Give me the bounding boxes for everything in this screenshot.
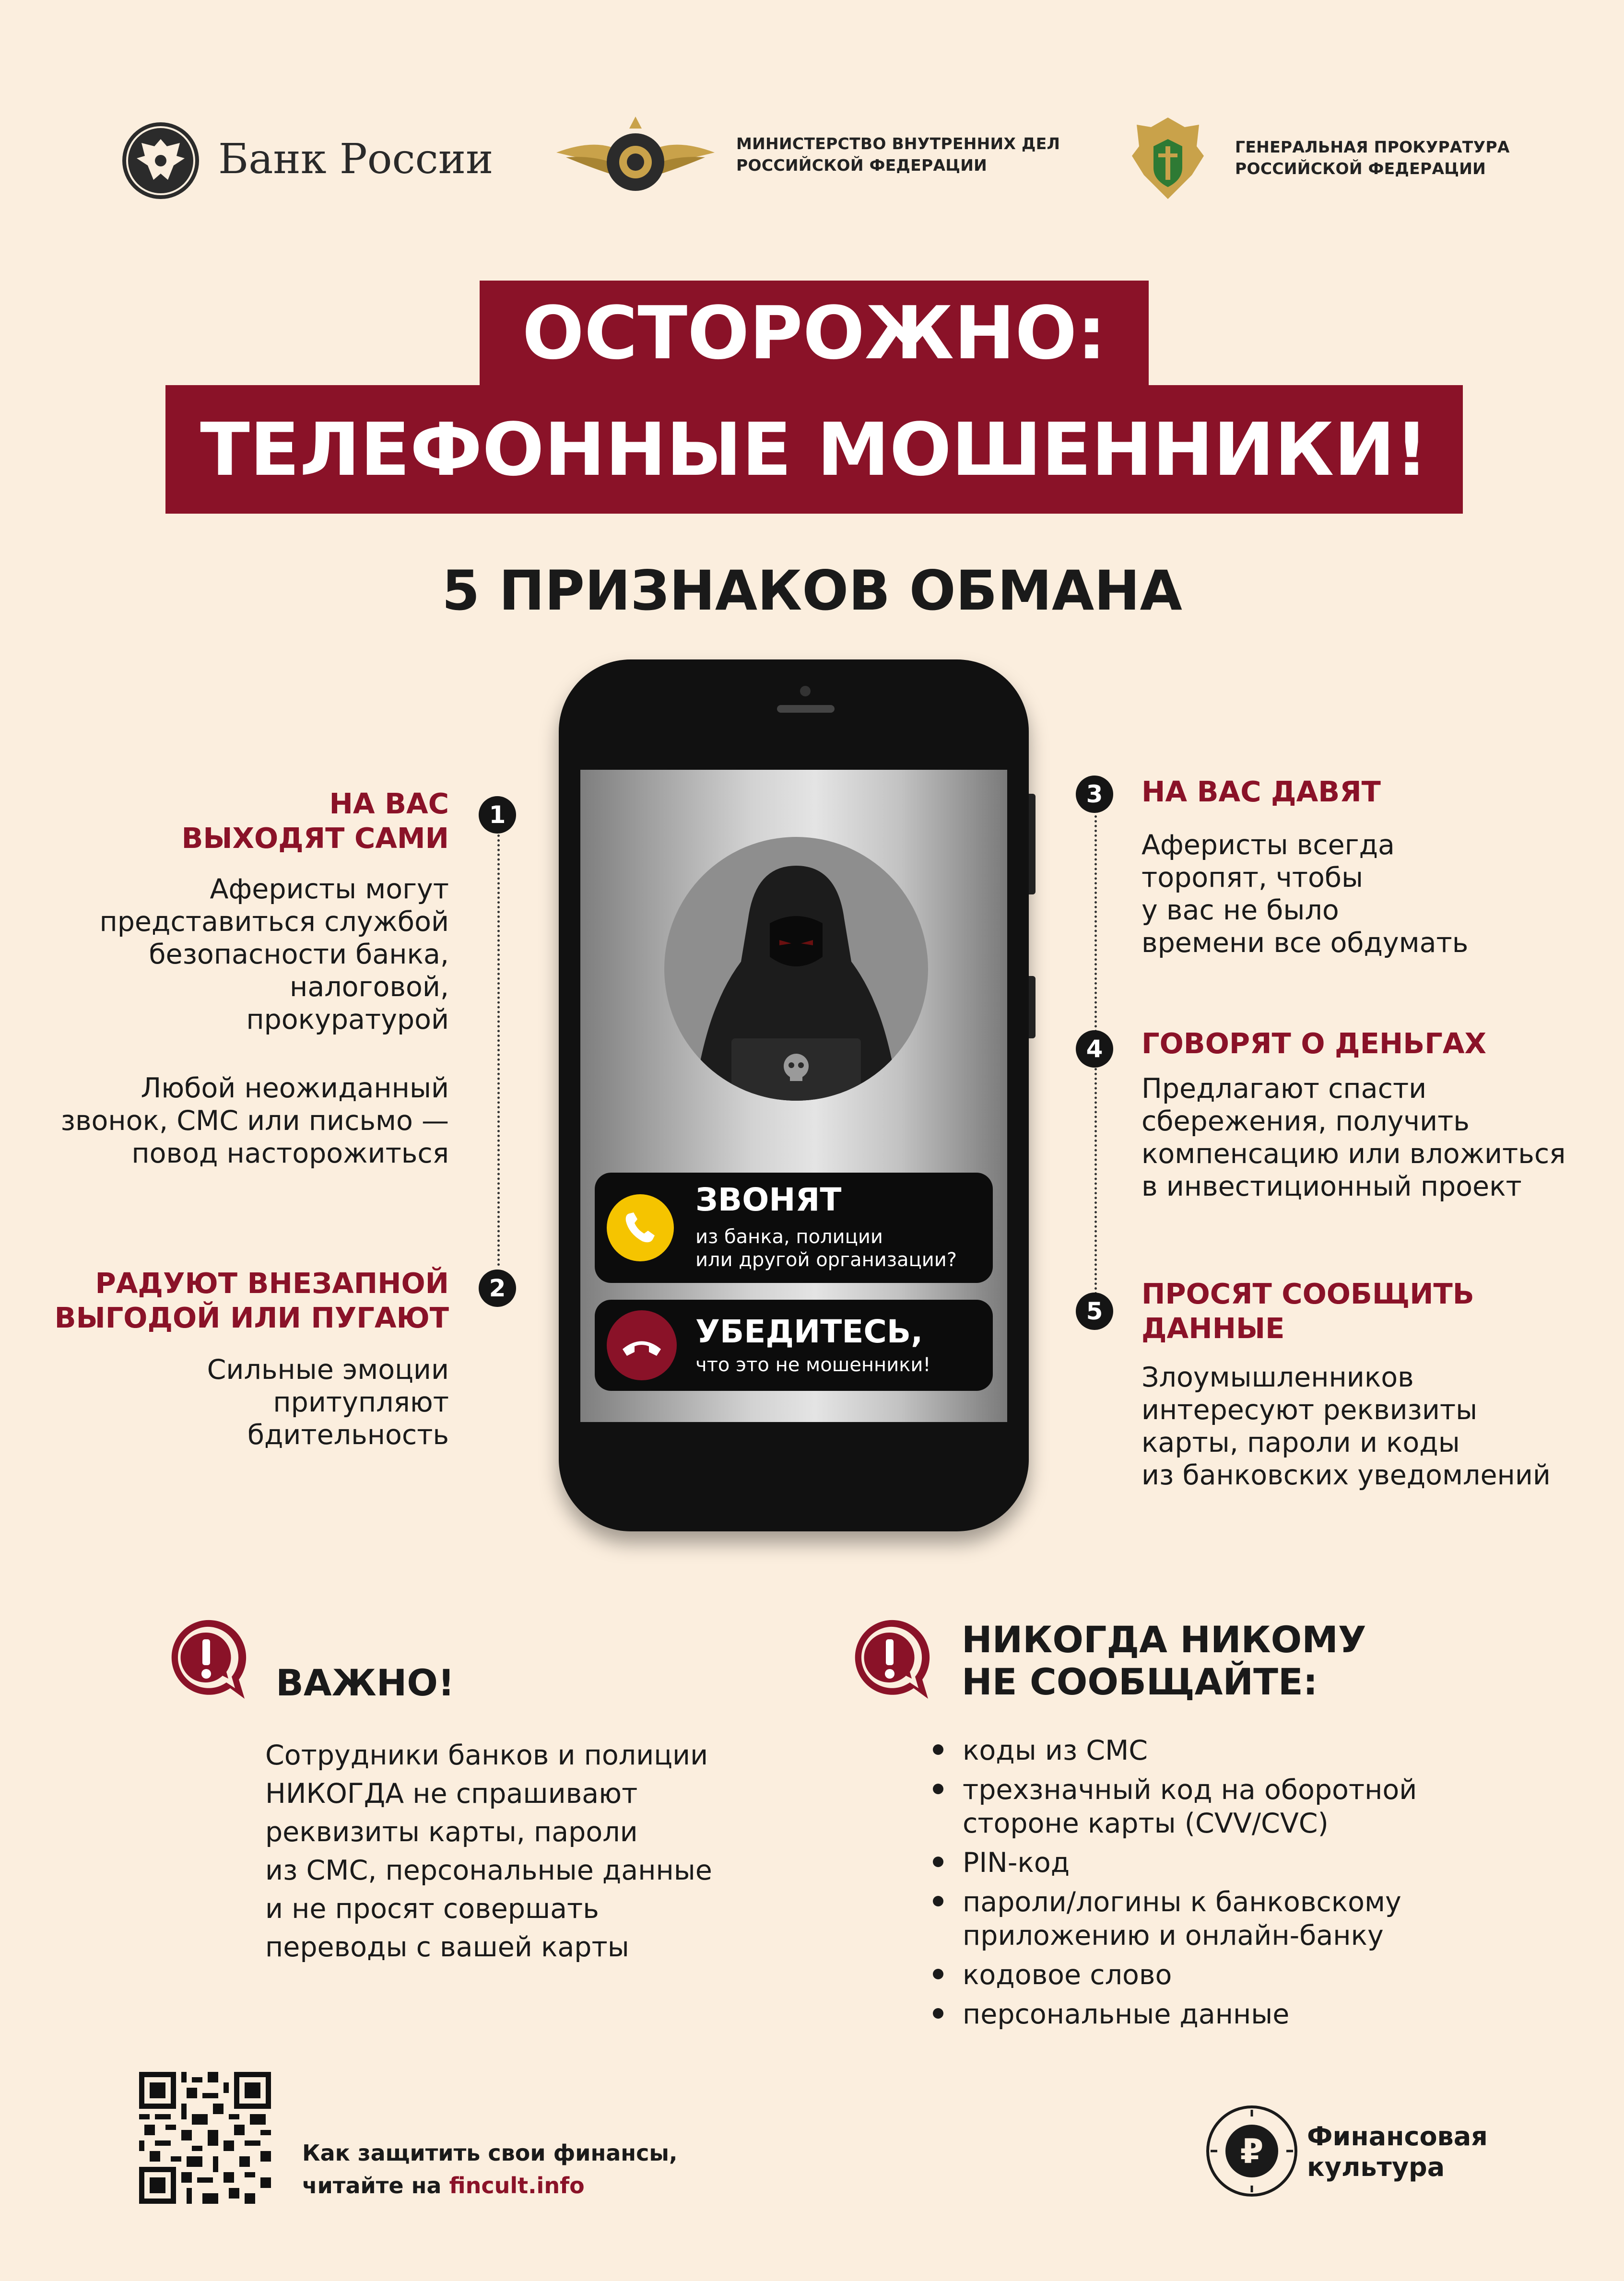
caller-avatar <box>664 837 928 1101</box>
never-tell-title: НИКОГДА НИКОМУ НЕ СООБЩАЙТЕ: <box>962 1618 1366 1703</box>
subtitle: 5 ПРИЗНАКОВ ОБМАНА <box>442 559 1182 623</box>
list-item: пароли/логины к банковскому приложению и онлайн-банку <box>928 1885 1552 1952</box>
svg-text:₽: ₽ <box>1240 2132 1264 2171</box>
list-item: коды из СМС <box>928 1734 1552 1767</box>
ruble-clock-icon <box>1204 2103 1300 2199</box>
phone-hangup-icon <box>620 1331 663 1360</box>
phone-hangup-button[interactable] <box>607 1310 677 1380</box>
sign-1-body: Аферисты могут представиться службой безопасности банка, налоговой, прокуратурой <box>99 873 449 1035</box>
important-title: ВАЖНО! <box>276 1661 455 1704</box>
connector-left <box>497 835 500 1266</box>
sign-4-body: Предлагают спасти сбережения, получить компенсацию или вложиться в инвестиционный проект <box>1142 1073 1566 1202</box>
hangup-subtitle: что это не мошенники! <box>695 1354 931 1376</box>
phone-speaker <box>777 705 835 713</box>
call-subtitle-1: из банка, полиции <box>695 1226 883 1248</box>
title-line-1: ОСТОРОЖНО: <box>522 290 1106 376</box>
double-headed-eagle-icon <box>120 120 201 201</box>
list-item: персональные данные <box>928 1998 1552 2031</box>
mvd-name: МИНИСТЕРСТВО ВНУТРЕННИХ ДЕЛ РОССИЙСКОЙ ФЕДЕРАЦИИ <box>736 134 1060 175</box>
phone-screen <box>580 770 1007 1422</box>
call-subtitle-2: или другой организации? <box>695 1249 957 1271</box>
sign-number-3: 3 <box>1076 776 1113 813</box>
footer-text <box>302 2137 677 2202</box>
incoming-call-card <box>595 1173 993 1283</box>
financial-culture-name: Финансовая культура <box>1307 2121 1488 2182</box>
sign-number-4: 4 <box>1076 1030 1113 1068</box>
sign-3-body: Аферисты всегда торопят, чтобы у вас не было времени все обдумать <box>1142 829 1469 959</box>
fincult-link[interactable]: fincult.info <box>449 2173 585 2199</box>
footer-line-1: Как защитить свои финансы, <box>302 2140 678 2166</box>
sign-number-5: 5 <box>1076 1293 1113 1330</box>
list-item: трехзначный код на оборотной стороне карты (CVV/CVC) <box>928 1773 1552 1840</box>
sign-1-title: НА ВАС ВЫХОДЯТ САМИ <box>181 787 449 855</box>
hooded-hacker-icon <box>664 837 928 1101</box>
list-item: кодовое слово <box>928 1958 1552 1992</box>
sign-3-title: НА ВАС ДАВЯТ <box>1142 775 1381 808</box>
hangup-title: УБЕДИТЕСЬ, <box>695 1313 923 1350</box>
bank-name: Банк России <box>218 135 494 183</box>
title-line-2-box <box>165 385 1463 514</box>
sign-number-2: 2 <box>479 1270 516 1307</box>
important-body: Сотрудники банков и полиции НИКОГДА не спрашивают реквизиты карты, пароли из СМС, персональные данные и не просят совершать переводы с вашей карты <box>265 1740 712 1963</box>
title-line-1-box <box>480 281 1149 385</box>
sign-2-body: Сильные эмоции притупляют бдительность <box>207 1354 449 1451</box>
footer-line-2-prefix: читайте на <box>302 2173 449 2199</box>
warning-exclamation-icon <box>847 1616 933 1703</box>
sign-1-body-2: Любой неожиданный звонок, СМС или письмо — повод насторожиться <box>60 1072 449 1169</box>
prokuratura-logo <box>1127 113 1559 209</box>
title-line-2: ТЕЛЕФОННЫЕ МОШЕННИКИ! <box>200 407 1428 492</box>
prokuratura-name: ГЕНЕРАЛЬНАЯ ПРОКУРАТУРА РОССИЙСКОЙ ФЕДЕРАЦИИ <box>1235 138 1510 178</box>
never-tell-list <box>928 1734 1552 2037</box>
phone-answer-button[interactable] <box>607 1194 674 1261</box>
important-exclamation-icon <box>163 1616 249 1703</box>
phone-side-button-2 <box>1029 976 1036 1038</box>
list-item: PIN-код <box>928 1846 1552 1880</box>
call-title: ЗВОНЯТ <box>695 1181 842 1218</box>
bank-of-russia-logo <box>120 120 552 201</box>
sign-2-title: РАДУЮТ ВНЕЗАПНОЙ ВЫГОДОЙ ИЛИ ПУГАЮТ <box>54 1267 449 1334</box>
phone-camera <box>800 686 811 696</box>
phone-side-button-1 <box>1029 794 1036 894</box>
hangup-card <box>595 1300 993 1391</box>
mvd-eagle-emblem-icon <box>556 109 715 205</box>
phone-illustration <box>559 659 1029 1531</box>
sign-5-body: Злоумышленников интересуют реквизиты карты, пароли и коды из банковских уведомлений <box>1142 1362 1551 1491</box>
prokuratura-emblem-icon <box>1127 113 1209 204</box>
sign-5-title: ПРОСЯТ СООБЩИТЬ ДАННЫЕ <box>1142 1277 1474 1345</box>
qr-code[interactable] <box>139 2072 271 2204</box>
financial-culture-logo <box>1204 2103 1501 2199</box>
sign-number-1: 1 <box>479 796 516 834</box>
mvd-logo <box>556 109 1084 205</box>
phone-answer-icon <box>621 1209 659 1247</box>
sign-4-title: ГОВОРЯТ О ДЕНЬГАХ <box>1142 1027 1486 1060</box>
